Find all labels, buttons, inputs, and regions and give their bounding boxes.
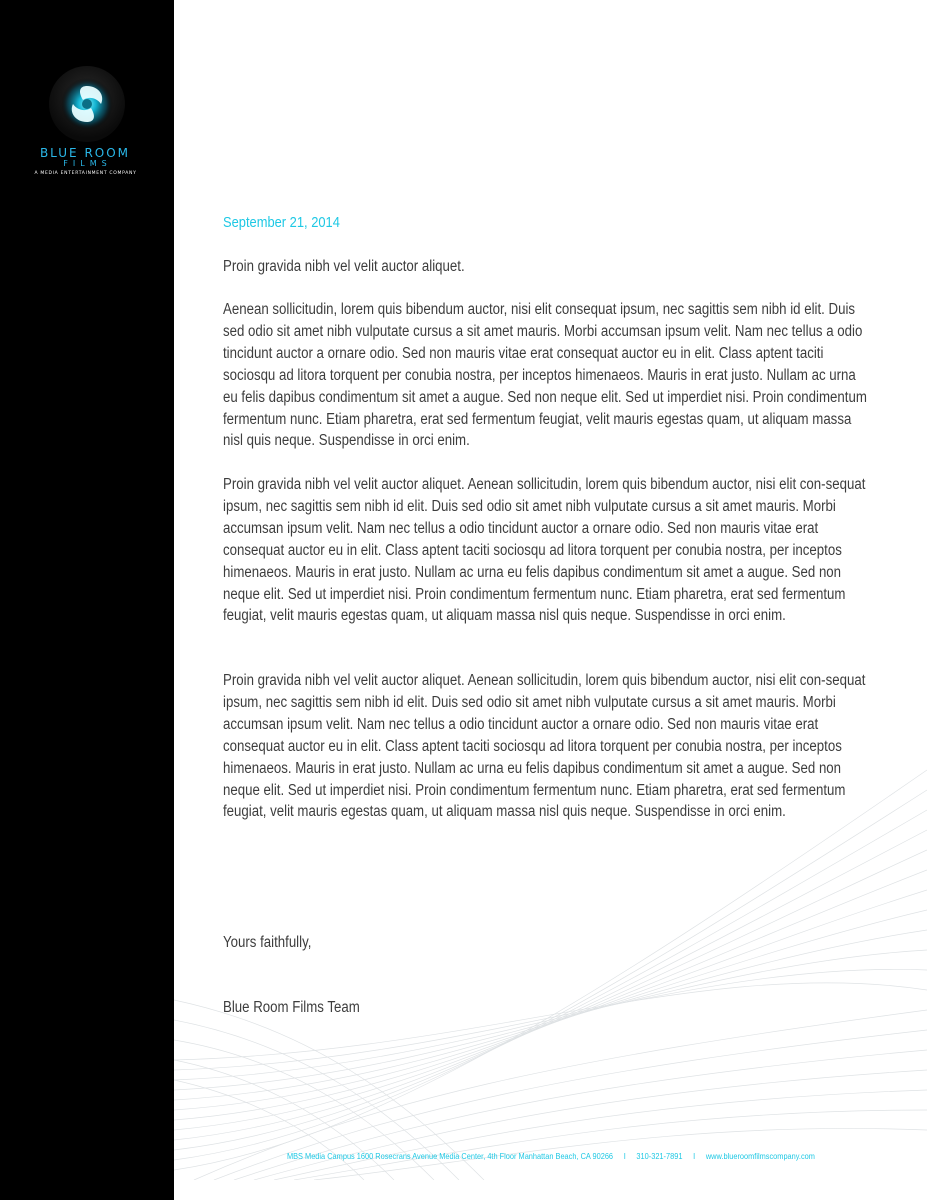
letter-paragraph-3: Proin gravida nibh vel velit auctor aliquet. Aenean sollicitudin, lorem quis bibendum auctor, nisi elit con-sequat ipsum, nec sagittis sem nibh id elit. Duis sed odio sit amet nibh vulputate cursus a sit amet mauris. Morbi accumsan ipsum velit. Nam nec tellus a odio tincidunt auctor a ornare odio. Sed non mauris vitae erat consequat auctor eu in elit. Class aptent taciti sociosqu ad litora torquent per conubia nostra, per inceptos himenaeos. Mauris in erat justo. Nullam ac urna eu felis dapibus condimentum sit amet a augue. Sed non neque elit. Sed ut imperdiet nisi. Proin condimentum fermentum nunc. Etiam pharetra, erat sed fermentum feugiat, velit mauris egestas quam, ut aliquam massa nisl quis neque. Suspendisse in orci enim. [223, 672, 866, 821]
company-logo [0, 64, 174, 184]
letter-signature: Blue Room Films Team [223, 999, 360, 1016]
footer-website-link[interactable]: www.blueroomfilmscompany.com [705, 1151, 815, 1161]
brand-tagline: A MEDIA ENTERTAINMENT COMPANY [34, 171, 137, 176]
footer-address: MBS Media Campus 1600 Rosecrans Avenue Media Center, 4th Floor Manhattan Beach, CA 90266 [286, 1151, 613, 1161]
footer-phone[interactable]: 310-321-7891 [635, 1151, 682, 1161]
letter-closing: Yours faithfully, [223, 934, 312, 951]
letter-date: September 21, 2014 [223, 214, 340, 231]
letter-opening: Proin gravida nibh vel velit auctor aliquet. [223, 258, 465, 275]
letter-paragraph-2: Proin gravida nibh vel velit auctor aliquet. Aenean sollicitudin, lorem quis bibendum auctor, nisi elit con-sequat ipsum, nec sagittis sem nibh id elit. Duis sed odio sit amet nibh vulputate cursus a sit amet mauris. Morbi accumsan ipsum velit. Nam nec tellus a odio tincidunt auctor a ornare odio. Sed non mauris vitae erat consequat auctor eu in elit. Class aptent taciti sociosqu ad litora torquent per conubia nostra, per inceptos himenaeos. Mauris in erat justo. Nullam ac urna eu felis dapibus condimentum sit amet a augue. Sed non neque elit. Sed ut imperdiet nisi. Proin condimentum fermentum nunc. Etiam pharetra, erat sed fermentum feugiat, velit mauris egestas quam, ut aliquam massa nisl quis neque. Suspendisse in orci enim. [223, 476, 866, 625]
footer-contact [174, 1150, 927, 1162]
brand-name: BLUE ROOM [39, 146, 131, 160]
brand-subname: FILMS [63, 159, 112, 168]
sidebar-band [0, 0, 174, 1200]
letter-paragraph-1: Aenean sollicitudin, lorem quis bibendum auctor, nisi elit consequat ipsum, nec sagittis sem nibh id elit. Duis sed odio sit amet nibh vulputate cursus a sit amet mauris. Morbi accumsan ipsum velit. Nam nec tellus a odio tincidunt auctor a ornare odio. Sed non mauris vitae erat consequat auctor eu in elit. Class aptent taciti sociosqu ad litora torquent per conubia nostra, per inceptos himenaeos. Mauris in erat justo. Nullam ac urna eu felis dapibus condimentum sit amet a augue. Sed non neque elit. Sed ut imperdiet nisi. Proin condimentum fermentum nunc. Etiam pharetra, erat sed fermentum feugiat, velit mauris egestas quam, ut aliquam massa nisl quis neque. Suspendisse in orci enim. [223, 301, 867, 450]
footer-separator: I [623, 1151, 626, 1161]
swirl-icon [47, 64, 127, 144]
footer-separator: I [692, 1151, 695, 1161]
